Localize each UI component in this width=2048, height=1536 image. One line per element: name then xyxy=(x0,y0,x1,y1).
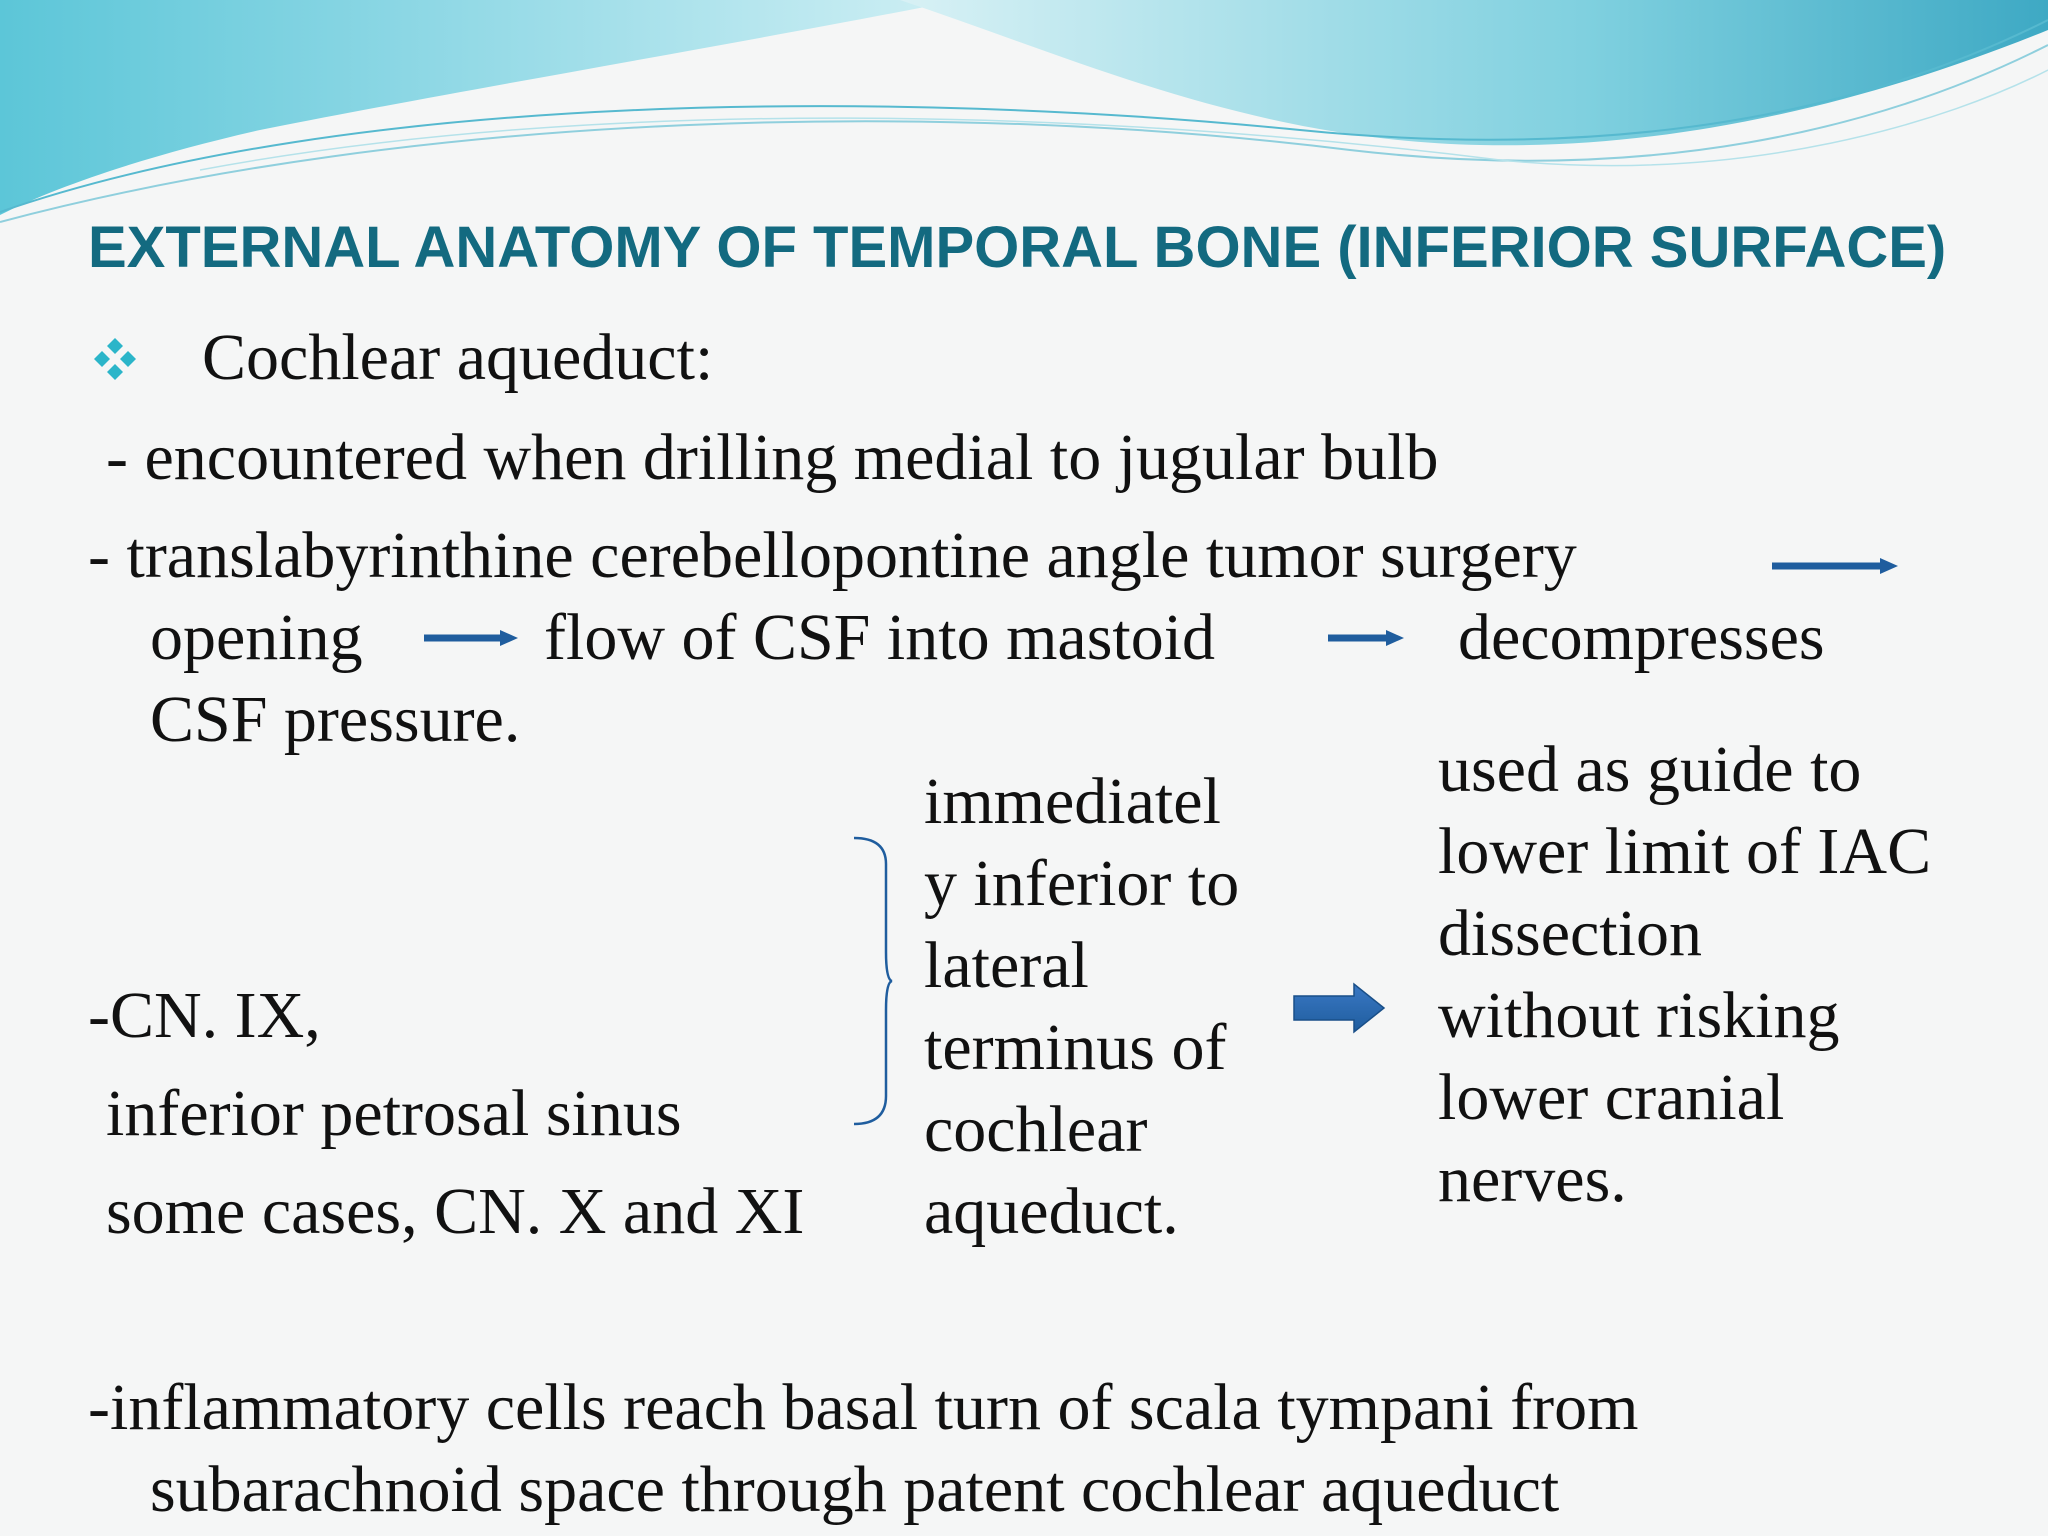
relation-line-1: immediatel xyxy=(924,765,1221,838)
four-diamond-bullet-icon xyxy=(92,336,138,382)
header-wave-decoration xyxy=(0,0,2048,240)
arrow-right-icon xyxy=(424,626,520,650)
line-flow: flow of CSF into mastoid xyxy=(544,601,1216,674)
wave-band-left xyxy=(0,0,960,215)
line-drilling: - encountered when drilling medial to jugular bulb xyxy=(106,421,1439,494)
line-opening: opening xyxy=(150,601,363,674)
arrow-right-icon xyxy=(1772,554,1900,578)
relation-line-6: aqueduct. xyxy=(924,1175,1179,1248)
right-curly-brace-icon xyxy=(848,834,898,1128)
guide-line-6: nerves. xyxy=(1438,1143,1627,1216)
slide-title: EXTERNAL ANATOMY OF TEMPORAL BONE (INFERIOR SURFACE) xyxy=(88,215,1947,280)
guide-line-3: dissection xyxy=(1438,897,1702,970)
guide-line-5: lower cranial xyxy=(1438,1061,1785,1134)
relation-line-5: cochlear xyxy=(924,1093,1148,1166)
guide-line-2: lower limit of IAC xyxy=(1438,815,1932,888)
guide-line-4: without risking xyxy=(1438,979,1840,1052)
relation-line-3: lateral xyxy=(924,929,1089,1002)
nerves-line-1: -CN. IX, xyxy=(88,979,321,1052)
line-inflammatory-1: -inflammatory cells reach basal turn of scala tympani from xyxy=(88,1371,1639,1444)
line-surgery: - translabyrinthine cerebellopontine angle tumor surgery xyxy=(88,519,1577,592)
block-arrow-right-icon xyxy=(1292,982,1386,1034)
relation-line-2: y inferior to xyxy=(924,847,1240,920)
line-inflammatory-2: subarachnoid space through patent cochlear aqueduct xyxy=(150,1453,1560,1526)
guide-line-1: used as guide to xyxy=(1438,733,1862,806)
arrow-right-icon xyxy=(1328,626,1406,650)
relation-line-4: terminus of xyxy=(924,1011,1227,1084)
line-pressure: CSF pressure. xyxy=(150,683,521,756)
line-decompresses: decompresses xyxy=(1458,601,1825,674)
nerves-line-2: inferior petrosal sinus xyxy=(106,1077,682,1150)
bullet-heading: Cochlear aqueduct: xyxy=(202,321,714,394)
nerves-line-3: some cases, CN. X and XI xyxy=(106,1175,805,1248)
